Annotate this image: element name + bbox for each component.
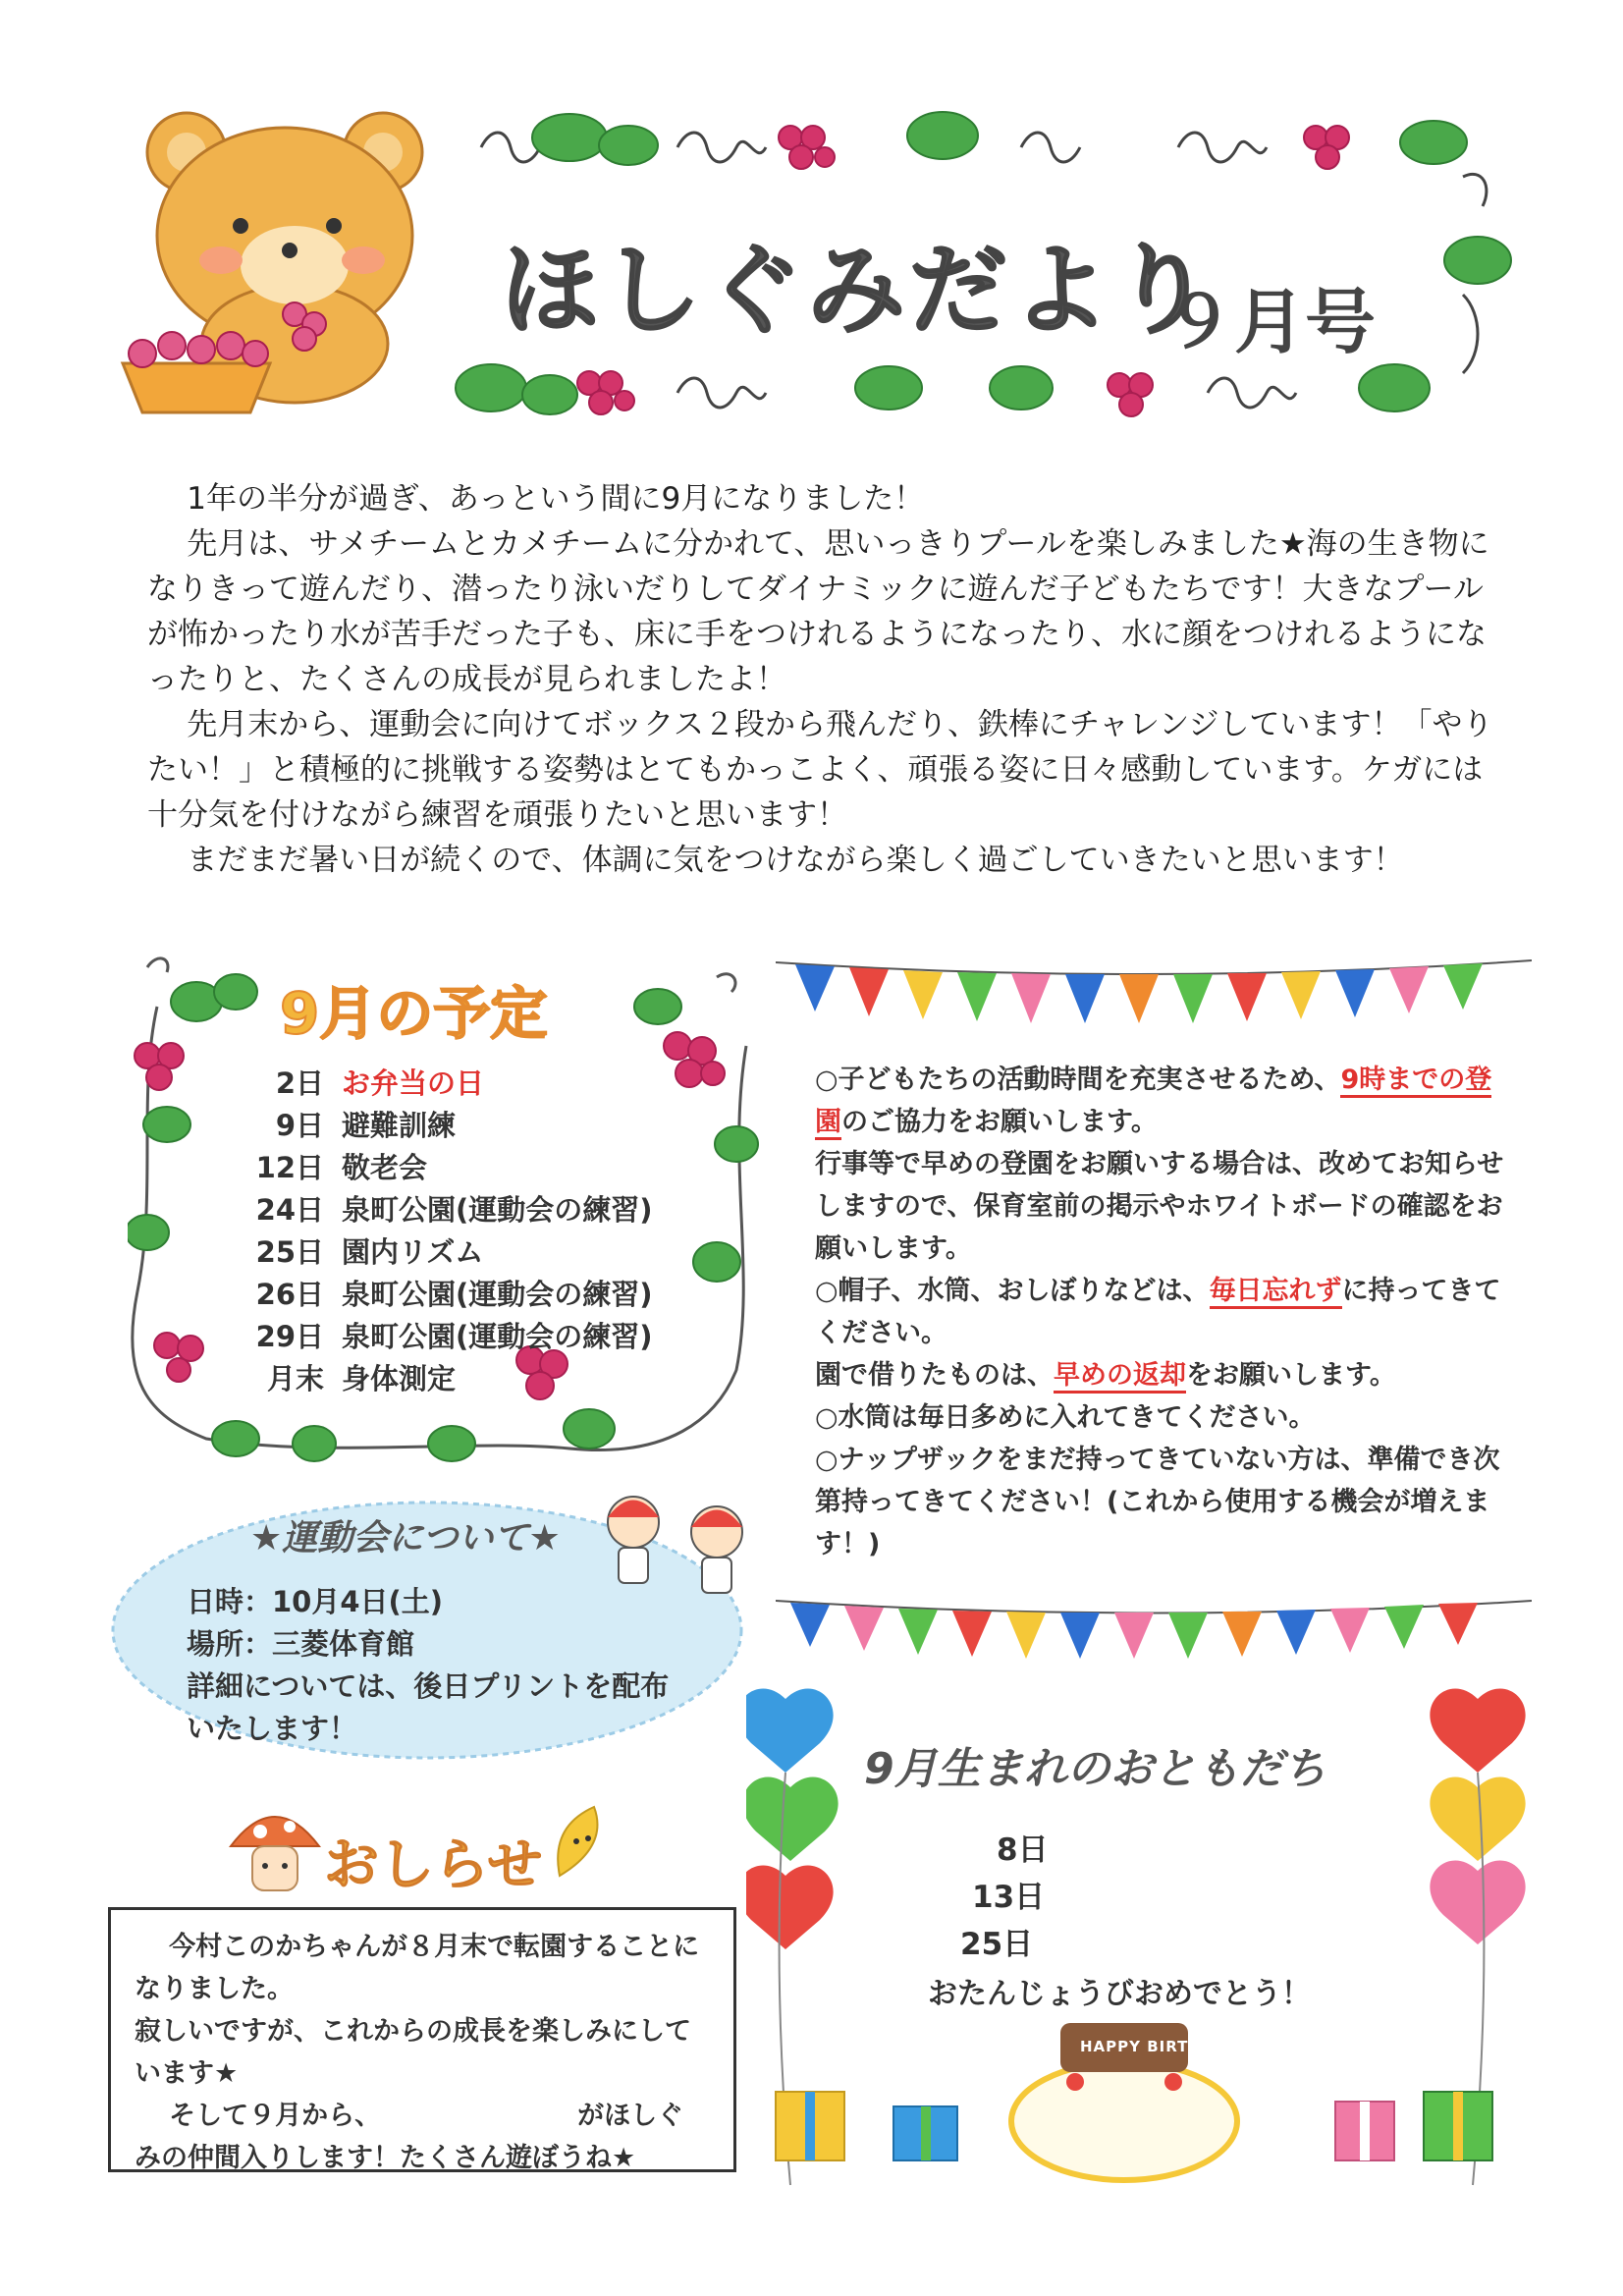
sports-date: 日時：10月4日(土) bbox=[187, 1585, 444, 1618]
schedule-row bbox=[216, 1316, 727, 1358]
mushroom-icon bbox=[231, 1817, 319, 1890]
notice-item: 園で借りたものは、早めの返却をお願いします。 bbox=[815, 1354, 1512, 1396]
schedule-list bbox=[216, 1063, 727, 1400]
bunting-decoration bbox=[776, 943, 1532, 1041]
oshirase-box bbox=[108, 1907, 736, 2172]
schedule-day: 25日 bbox=[255, 1235, 324, 1269]
notices-section bbox=[815, 1059, 1512, 1565]
sports-place: 場所：三菱体育館 bbox=[187, 1627, 415, 1661]
schedule-row bbox=[216, 1358, 727, 1400]
oshirase-line: 今村このかちゃんが８月末で転園することになりました。 bbox=[135, 1932, 700, 2004]
schedule-row bbox=[216, 1231, 727, 1274]
notice-item: ○子どもたちの活動時間を充実させるため、9時までの登園のご協力をお願いします。 bbox=[815, 1059, 1512, 1143]
birthday-day: 25日 bbox=[960, 1927, 1034, 1962]
schedule-event: 身体測定 bbox=[342, 1362, 457, 1395]
intro-paragraph: 先月は、サメチームとカメチームに分かれて、思いっきりプールを楽しみました★海の生き物になりきって遊んだり、潜ったり泳いだりしてダイナミックに遊んだ子どもたちです！大きなプールが怖かったり水が苦手だった子も、床に手をつけれるようになったり、水に顔をつけれるようになったりと、たくさんの成長が見られましたよ！ bbox=[147, 526, 1489, 697]
schedule-event: 園内リズム bbox=[342, 1235, 484, 1269]
oshirase-line: 寂しいですが、これからの成長を楽しみにしています★ bbox=[135, 2016, 691, 2089]
schedule-event: 泉町公園(運動会の練習) bbox=[342, 1278, 653, 1311]
schedule-day: 12日 bbox=[255, 1151, 324, 1184]
schedule-row bbox=[216, 1105, 727, 1147]
notice-item: ○水筒は毎日多めに入れてきてください。 bbox=[815, 1402, 1316, 1433]
birthday-days bbox=[943, 1827, 1049, 1968]
birthday-message: おたんじょうびおめでとう！ bbox=[928, 1977, 1311, 2011]
highlight-text: 9時までの登園 bbox=[815, 1065, 1491, 1140]
schedule-row bbox=[216, 1274, 727, 1316]
sports-day-title: ★運動会について★ bbox=[250, 1518, 561, 1558]
sports-day-details bbox=[187, 1581, 697, 1750]
oshirase-title: おしらせ bbox=[324, 1833, 543, 1897]
schedule-day: 24日 bbox=[255, 1193, 324, 1227]
issue-label: ９月号 bbox=[1163, 281, 1377, 363]
cake-plate-text: HAPPY BIRTHDAY bbox=[1080, 2038, 1238, 2055]
schedule-event: お弁当の日 bbox=[342, 1066, 485, 1100]
schedule-day: 2日 bbox=[275, 1066, 324, 1100]
highlight-text: 早めの返却 bbox=[1054, 1360, 1186, 1394]
schedule-title: 9月の予定 bbox=[280, 980, 548, 1047]
intro-paragraph: 1年の半分が過ぎ、あっという間に9月になりました！ bbox=[187, 481, 925, 517]
schedule-day: 月末 bbox=[266, 1362, 324, 1395]
schedule-event: 泉町公園(運動会の練習) bbox=[342, 1193, 653, 1227]
schedule-row bbox=[216, 1147, 727, 1189]
notice-item: 行事等で早めの登園をお願いする場合は、改めてお知らせしますので、保育室前の掲示やホワイトボードの確認をお願いします。 bbox=[815, 1149, 1504, 1264]
birthday-day: 13日 bbox=[972, 1880, 1046, 1915]
notice-item: ○ナップザックをまだ持ってきていない方は、準備でき次第持ってきてください！(これから使用する機会が増えます！) bbox=[815, 1445, 1500, 1559]
schedule-row bbox=[216, 1063, 727, 1105]
bear-icon bbox=[123, 113, 422, 412]
schedule-event: 敬老会 bbox=[342, 1151, 428, 1184]
intro-paragraph: まだまだ暑い日が続くので、体調に気をつけながら楽しく過ごしていきたいと思います！ bbox=[187, 843, 1404, 878]
schedule-day: 29日 bbox=[255, 1320, 324, 1353]
schedule-day: 9日 bbox=[275, 1109, 324, 1142]
notice-item: ○帽子、水筒、おしぼりなどは、毎日忘れずに持ってきてください。 bbox=[815, 1276, 1501, 1348]
highlight-text: 毎日忘れず bbox=[1210, 1276, 1342, 1309]
schedule-event: 泉町公園(運動会の練習) bbox=[342, 1320, 653, 1353]
birthday-day: 8日 bbox=[997, 1832, 1049, 1868]
oshirase-line: そして９月から、 がほしぐみの仲間入りします！たくさん遊ぼうね★ bbox=[135, 2101, 684, 2173]
balloon-icon bbox=[746, 1688, 1526, 1949]
sports-detail: 詳細については、後日プリントを配布いたします！ bbox=[187, 1669, 670, 1745]
intro-text bbox=[147, 476, 1502, 883]
schedule-day: 26日 bbox=[255, 1278, 324, 1311]
intro-paragraph: 先月末から、運動会に向けてボックス２段から飛んだり、鉄棒にチャレンジしています！「やりたい！」と積極的に挑戦する姿勢はとてもかっこよく、頑張る姿に日々感動しています。ケガには十分気を付けながら練習を頑張りたいと思います！ bbox=[147, 707, 1493, 833]
newsletter-title: ほしぐみだより bbox=[501, 233, 1216, 348]
leaf-face-icon bbox=[558, 1807, 597, 1876]
birthday-title: 9月生まれのおともだち bbox=[864, 1744, 1326, 1794]
schedule-event: 避難訓練 bbox=[342, 1109, 457, 1142]
bunting-decoration bbox=[776, 1586, 1532, 1684]
schedule-row bbox=[216, 1189, 727, 1231]
